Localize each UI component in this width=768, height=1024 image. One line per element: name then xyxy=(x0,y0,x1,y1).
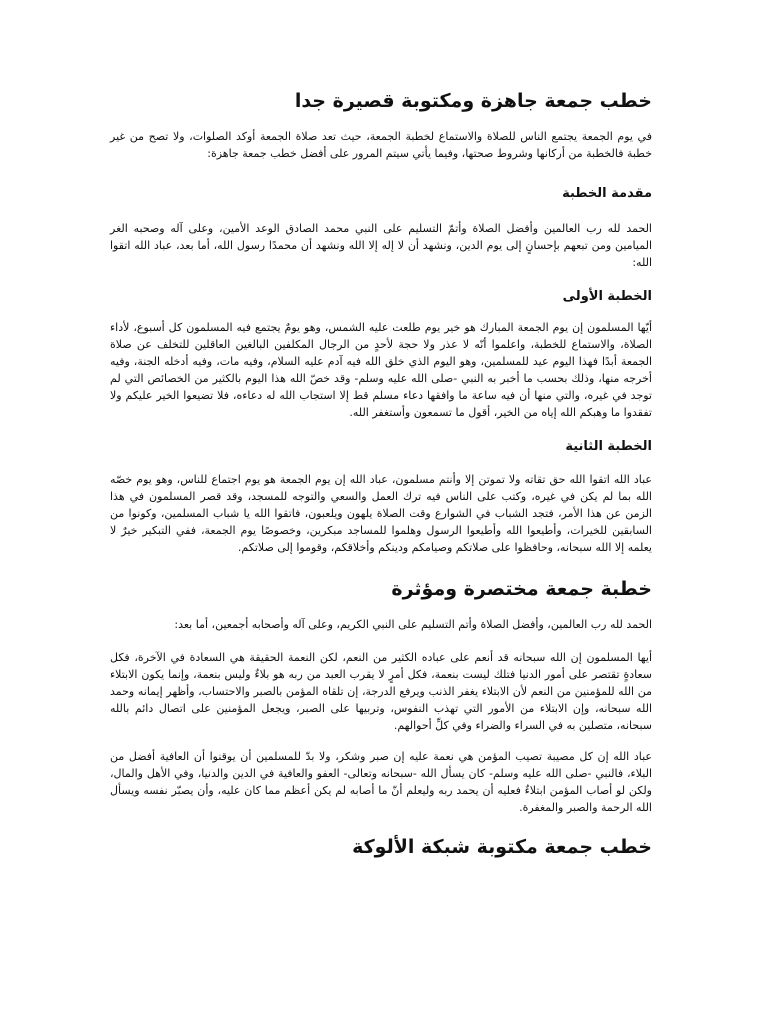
introduction-paragraph: الحمد لله رب العالمين وأفضل الصلاة وأتمّ التسليم على النبي محمد الصادق الوعد الأمين، وعلى آله وصحبه الغر الميامين ومن تبعهم بإحسانٍ إلى يوم الدين، ونشهد أن لا إله إلا الله ونشهد أن محمدًا رسول الله، أما بعد، عباد الله اتقوا الله: xyxy=(110,222,652,269)
short-sermon-paragraph-2: عباد الله إن كل مصيبة تصيب المؤمن هي نعمة عليه إن صبر وشكر، ولا بدّ للمسلمين أن يوقنوا أن العافية أفضل من البلاء، فالنبي -صلى الله عليه وسلم- كان يسأل الله -سبحانه وتعالى- العفو والعافية في الدين والدنيا، وفي الأهل والمال، ولكن لو أصاب المؤمن ابتلاءٌ فعليه أن يحمد ربه وليعلم أنّ ما أصابه لم يكن أعظم مما كان عليه، وأن يصبّر نفسه ويسأل الله الرحمة والصبر والمغفرة. xyxy=(110,750,652,814)
first-sermon-paragraph: أيّها المسلمون إن يوم الجمعة المبارك هو خير يوم طلعت عليه الشمس، وهو يومٌ يجتمع فيه المسلمون كل أسبوع، لأداء الصلاة، والاستماع للخطبة، واعلموا أنّه لا عذر ولا حجة لأحدٍ من الرجال المكلفين البالغين العاقلين للتخلف عن صلاة الجمعة أبدًا فهذا اليوم عيد للمسلمين، وهو اليوم الذي خلق الله فيه آدم عليه السلام، وفيه مات، وفيه أدخله الجنة، وفيه أخرجه منها، وذلك بحسب ما أخبر به النبي -صلى الله عليه وسلم- وقد خصّ الله هذا اليوم بالكثير من الخصائص التي لم توجد في غيره، والتي منها أن فيه ساعة ما وافقها دعاء مسلم قط إلا استجاب الله له دعاءه، فلا تضيعوا الخير عليكم ولا تفقدوا ما وهبكم الله إياه من الخير، أقول ما تسمعون وأستغفر الله. xyxy=(110,321,652,419)
second-title: خطبة جمعة مختصرة ومؤثرة xyxy=(391,578,652,600)
short-sermon-opening: الحمد لله رب العالمين، وأفضل الصلاة وأتم التسليم على النبي الكريم، وعلى آله وأصحابه أجمعين، أما بعد: xyxy=(174,618,652,631)
section-heading-first-sermon: الخطبة الأولى xyxy=(562,289,652,304)
second-sermon-paragraph: عباد الله اتقوا الله حق تقاته ولا تموتن إلا وأنتم مسلمون، عباد الله إن يوم الجمعة هو يوم اجتماع للناس، وهو يوم خصّه الله بما لم يكن في غيره، وكتب على الناس فيه ترك العمل والسعي والتوجه للمسجد، وقد قصر المسلمون في هذا الزمن عن هذا الأمر، فتجد الشباب في الشوارع وقت الصلاة يلهون ويلعبون، فاتقوا الله يا شباب المسلمين، وكونوا من السابقين للخيرات، وأطيعوا الله وأطيعوا الرسول وهلموا للمساجد مبكرين، وخصوصًا يوم الجمعة، ففي التبكير خيرٌ لا يعلمه إلا الله سبحانه، وحافظوا على صلاتكم وصيامكم ودينكم وأخلاقكم، وقوموا إلى صلاتكم. xyxy=(110,473,652,554)
third-title: خطب جمعة مكتوبة شبكة الألوكة xyxy=(352,836,652,858)
main-title: خطب جمعة جاهزة ومكتوبة قصيرة جدا xyxy=(294,90,652,112)
document-content xyxy=(110,86,652,862)
section-heading-second-sermon: الخطبة الثانية xyxy=(565,439,652,454)
short-sermon-paragraph-1: أيها المسلمون إن الله سبحانه قد أنعم على عباده الكثير من النعم، لكن النعمة الحقيقة هي السعادة في الآخرة، فكل سعادةٍ تقتصر على أمور الدنيا فتلك ليست بنعمة، فكل أمرٍ لا يقرب العبد من ربه هو بلاءٌ وليس بنعمة، وإنما يكون الابتلاء من الله للمؤمنين من النعم لأن الابتلاء يغفر الذنب ويرفع الدرجة، إن تلقاه المؤمن بالصبر والاحتساب، وأظهر إيمانه وحمد الله سبحانه، وإن الابتلاء من الأمور التي تهذب النفوس، وتربيها على الصبر، ويجعل المؤمنين على اتصال دائم بالله سبحانه، متصلين به في السراء والضراء وفي كلِّ أحوالهم. xyxy=(110,651,652,732)
intro-paragraph: في يوم الجمعة يجتمع الناس للصلاة والاستماع لخطبة الجمعة، حيث تعد صلاة الجمعة أوكد الصلوات، ولا تصح من غير خطبة فالخطبة من أركانها وشروط صحتها، وفيما يأتي سيتم المرور على أفضل خطب جمعة جاهزة: xyxy=(110,130,652,160)
section-heading-introduction: مقدمة الخطبة xyxy=(562,186,652,201)
